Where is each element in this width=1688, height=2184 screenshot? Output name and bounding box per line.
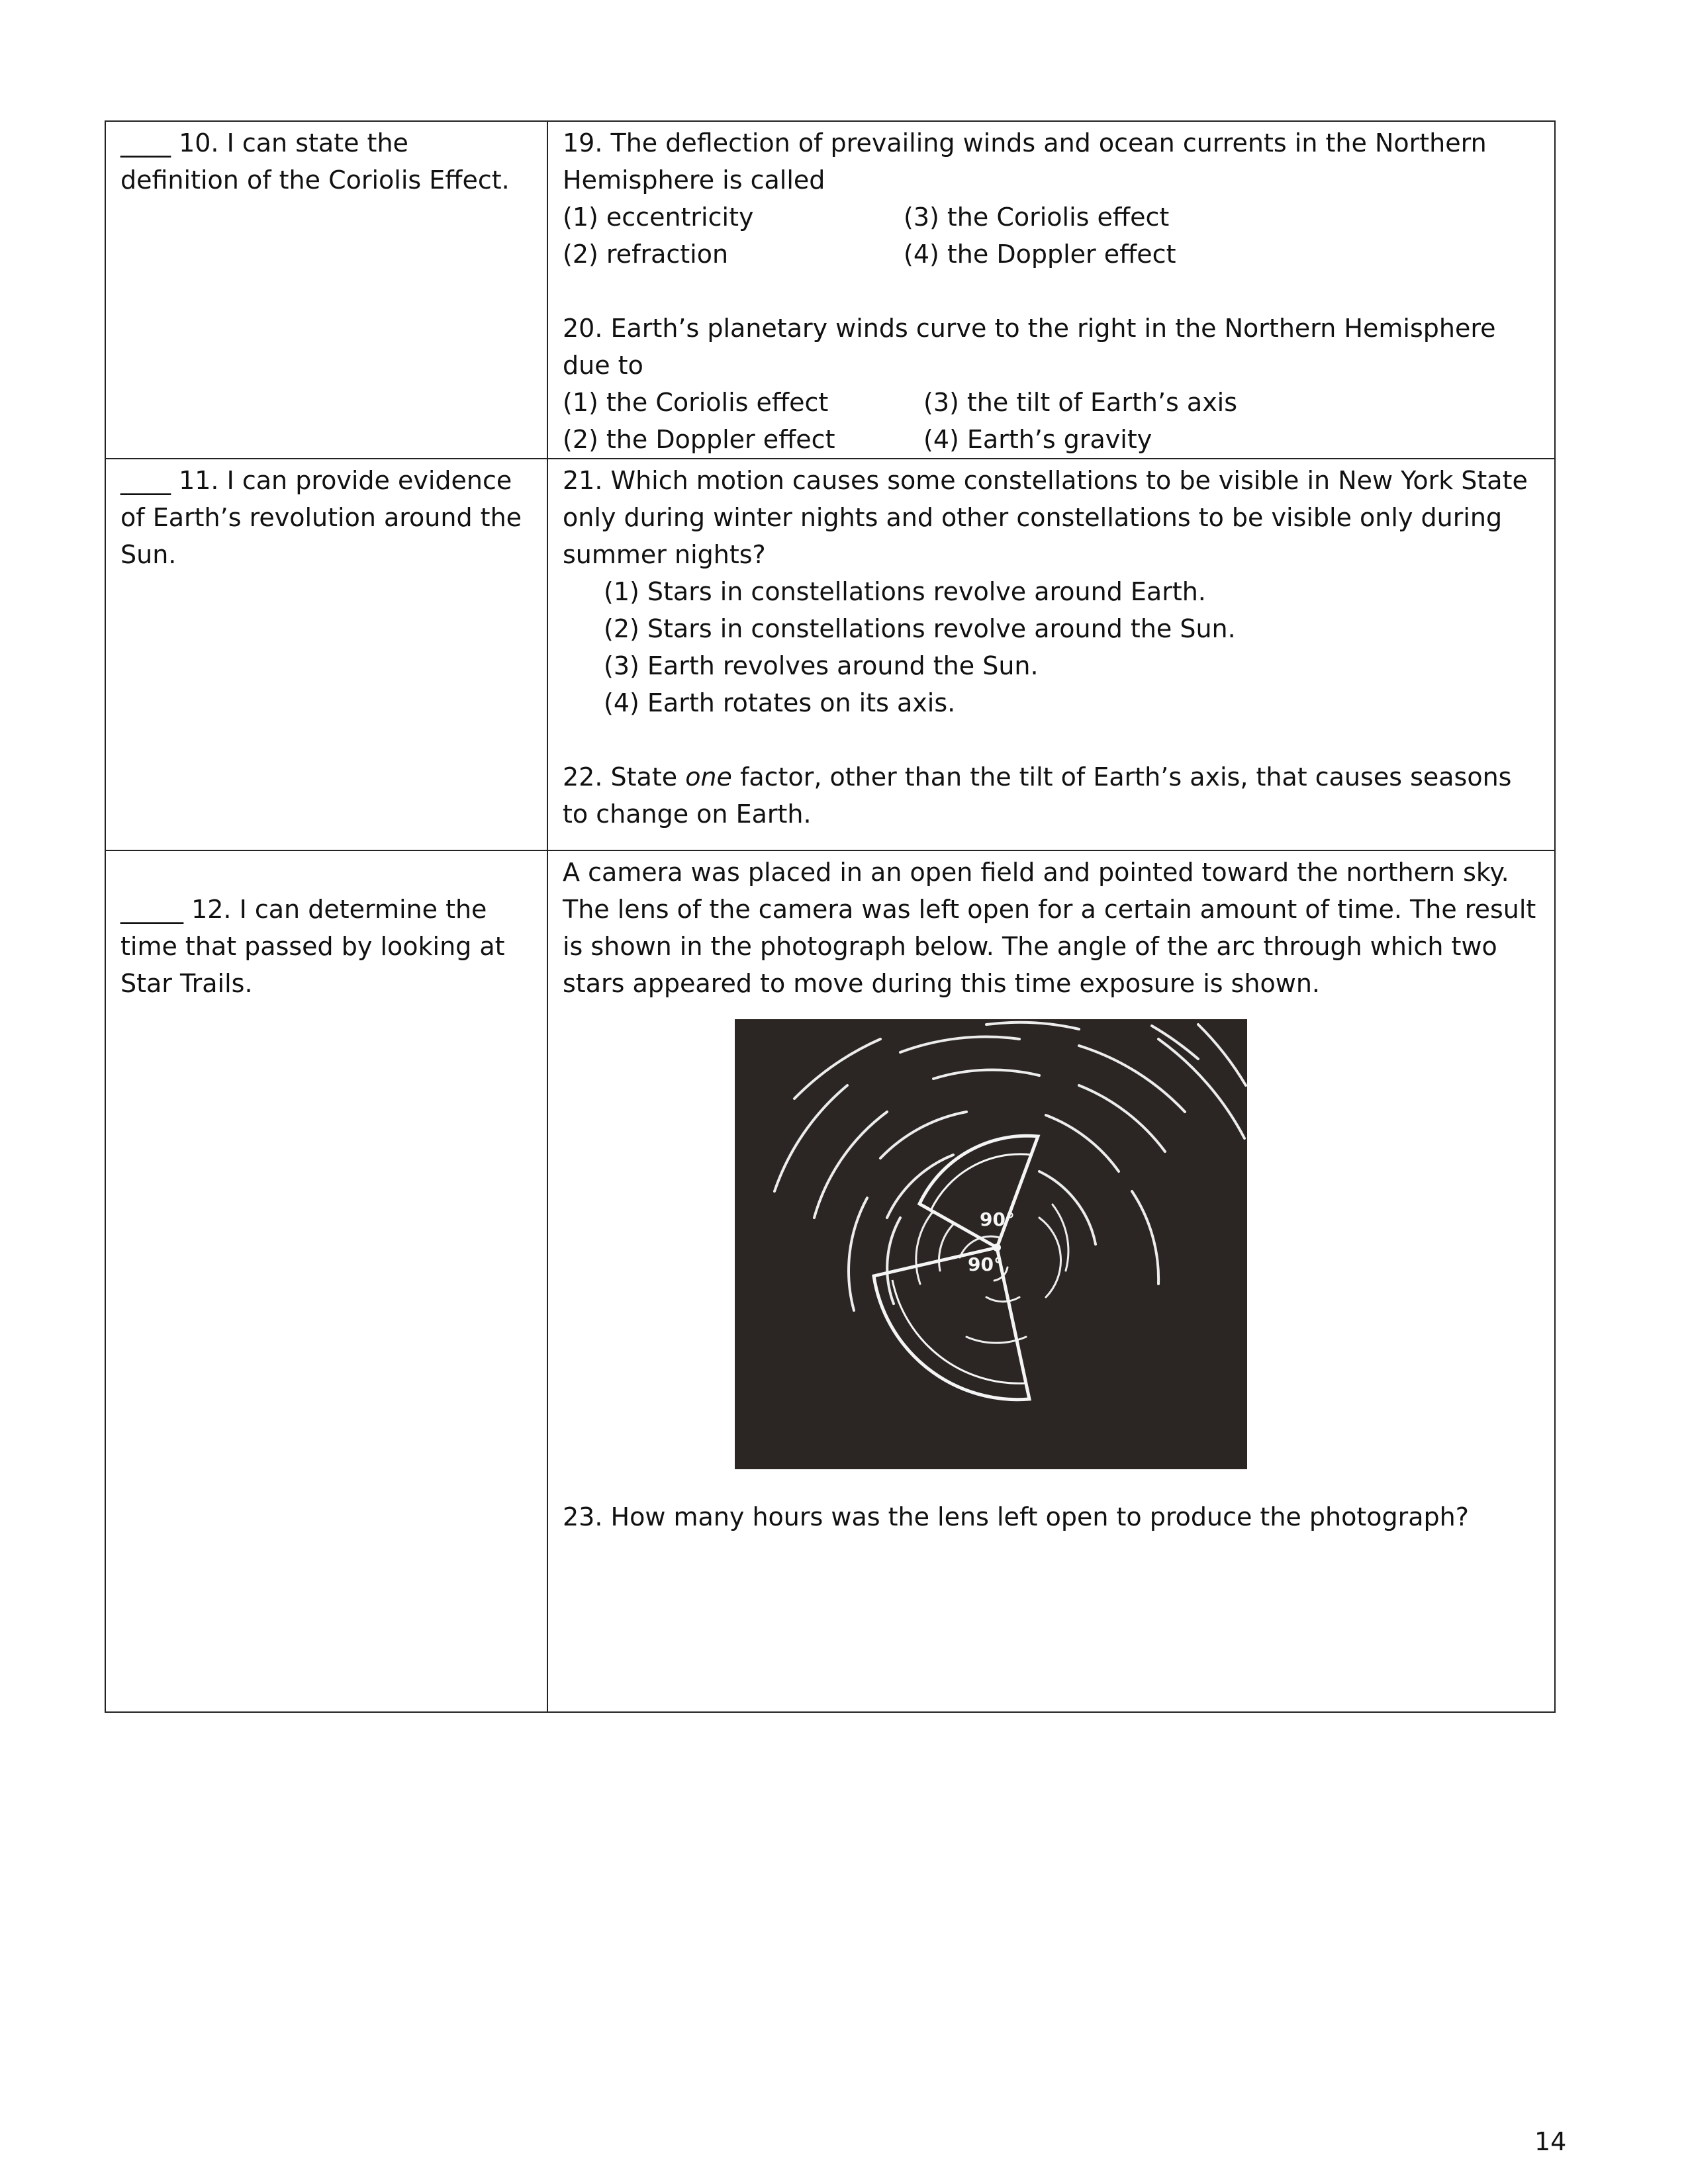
answer-option: (1) eccentricity: [563, 203, 754, 232]
objective-text: ____ 10. I can state the definition of the Coriolis Effect.: [120, 128, 510, 195]
answer-blank: ____: [120, 128, 171, 158]
emphasis: one: [685, 762, 732, 792]
answer-option: (4) the Doppler effect: [904, 240, 1176, 269]
answer-option: (4) Earth rotates on its axis.: [604, 688, 956, 717]
answer-blank: _____: [120, 895, 183, 924]
answer-option: (2) the Doppler effect: [563, 425, 835, 454]
question-21: 21. Which motion causes some constellations to be visible in New York State only during winter nights and other constellations to be visible only during summer nights?: [563, 466, 1528, 569]
answer-option: (1) Stars in constellations revolve around Earth.: [604, 577, 1206, 606]
questions-cell: [547, 850, 1555, 1712]
answer-option: (2) Stars in constellations revolve around the Sun.: [604, 614, 1236, 643]
questions-cell: [547, 459, 1555, 850]
angle-label-upper: 90°: [980, 1208, 1015, 1230]
objective-cell: [105, 459, 547, 850]
answer-option: (3) the tilt of Earth’s axis: [923, 388, 1238, 417]
table-row: [105, 121, 1555, 459]
star-trails-photo: [735, 1019, 1247, 1469]
question-20-options: [563, 384, 1541, 458]
table-row: [105, 850, 1555, 1712]
question-20: 20. Earth’s planetary winds curve to the right in the Northern Hemisphere due to: [563, 314, 1496, 380]
star-trails-image: [735, 1019, 1247, 1469]
objective-text: _____ 12. I can determine the time that passed by looking at Star Trails.: [120, 895, 505, 998]
questions-cell: [547, 121, 1555, 459]
objective-cell: [105, 850, 547, 1712]
polaris-dot: [993, 1244, 1001, 1251]
answer-blank: ____: [120, 466, 171, 495]
page-number: 14: [1534, 2127, 1567, 2156]
objectives-table: [105, 120, 1556, 1713]
table-row: [105, 459, 1555, 850]
answer-option: (2) refraction: [563, 240, 729, 269]
answer-option: (3) Earth revolves around the Sun.: [604, 651, 1039, 680]
answer-option: (3) the Coriolis effect: [904, 203, 1170, 232]
question-23: 23. How many hours was the lens left open to produce the photograph?: [563, 1502, 1469, 1531]
answer-option: (1) the Coriolis effect: [563, 388, 829, 417]
question-21-options: [563, 573, 1541, 721]
objective-text: ____ 11. I can provide evidence of Earth’s revolution around the Sun.: [120, 466, 522, 569]
question-22: 22. State one factor, other than the tilt of Earth’s axis, that causes seasons to change on Earth.: [563, 762, 1512, 829]
angle-label-lower: 90°: [968, 1253, 1003, 1275]
objective-cell: [105, 121, 547, 459]
star-trail-intro: A camera was placed in an open field and pointed toward the northern sky. The lens of the camera was left open for a certain amount of time. The result is shown in the photograph below. The angle of the arc through which two stars appeared to move during this time exposure is shown.: [563, 858, 1536, 998]
question-19-options: [563, 199, 1541, 273]
question-19: 19. The deflection of prevailing winds and ocean currents in the Northern Hemisphere is called: [563, 128, 1487, 195]
answer-option: (4) Earth’s gravity: [923, 425, 1152, 454]
